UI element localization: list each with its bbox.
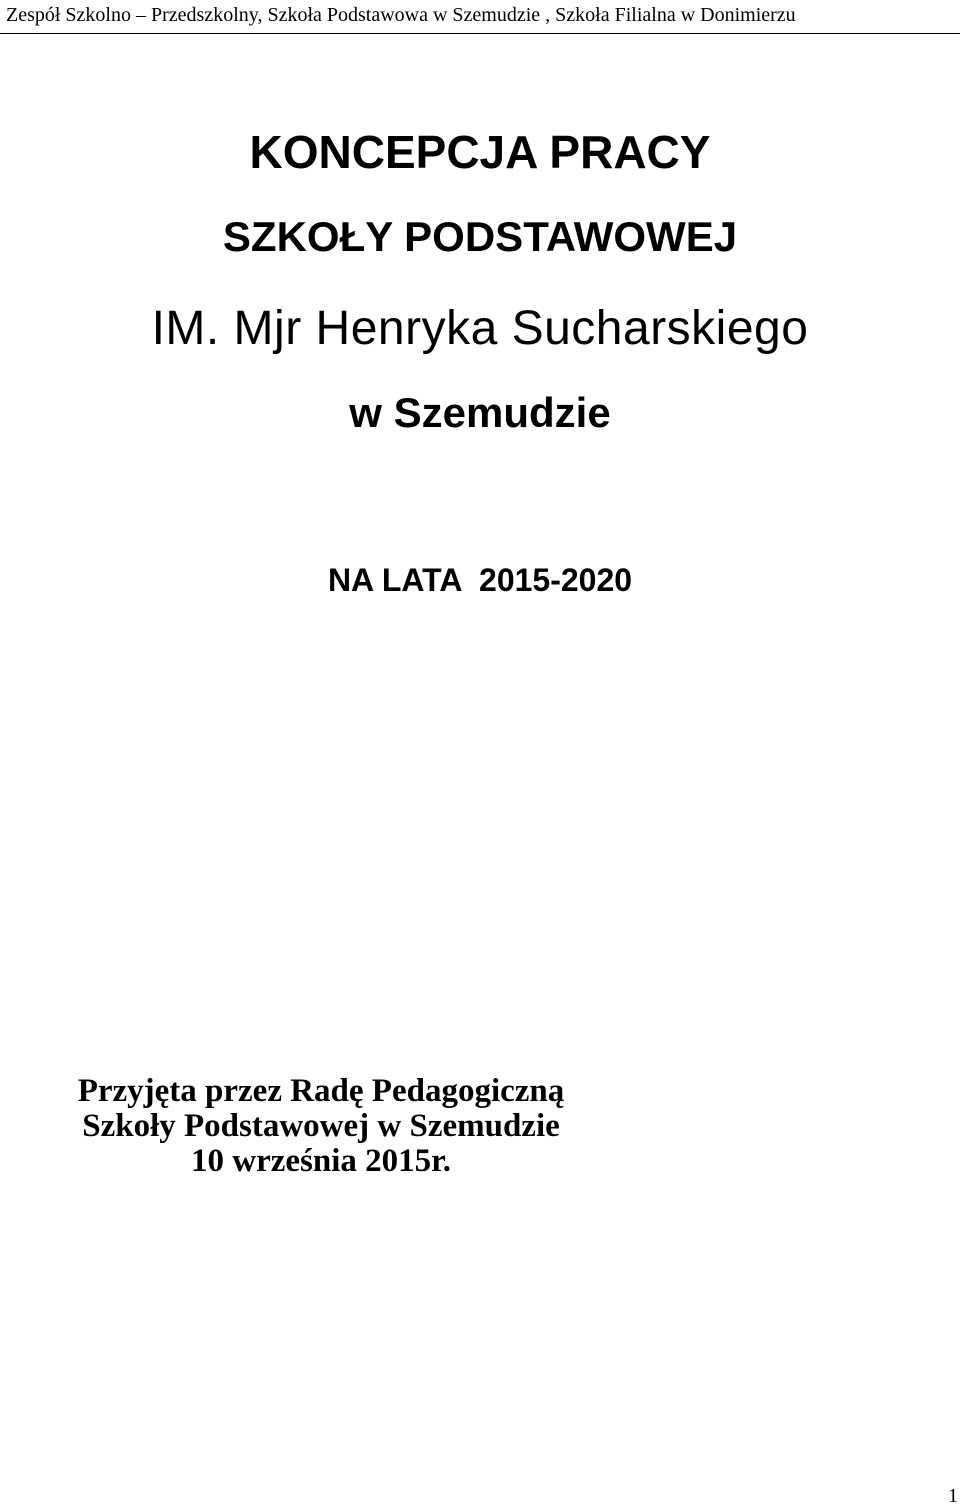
adoption-line-school: Szkoły Podstawowej w Szemudzie bbox=[82, 1108, 560, 1144]
adoption-note bbox=[58, 1074, 584, 1179]
header-divider bbox=[0, 33, 960, 34]
title-period: NA LATA 2015-2020 bbox=[327, 562, 633, 598]
title-line-patron: IM. Mjr Henryka Sucharskiego bbox=[151, 302, 809, 355]
adoption-line-date: 10 września 2015r. bbox=[190, 1143, 451, 1179]
page-number: 1 bbox=[948, 1485, 958, 1507]
title-line-location: w Szemudzie bbox=[349, 389, 611, 436]
adoption-line-council: Przyjęta przez Radę Pedagogiczną bbox=[77, 1073, 565, 1109]
title-line-school: SZKOŁY PODSTAWOWEJ bbox=[222, 213, 738, 260]
running-header: Zespół Szkolno – Przedszkolny, Szkoła Podstawowa w Szemudzie , Szkoła Filialna w Donimierzu bbox=[6, 4, 796, 26]
title-line-concept: KONCEPCJA PRACY bbox=[249, 126, 711, 178]
